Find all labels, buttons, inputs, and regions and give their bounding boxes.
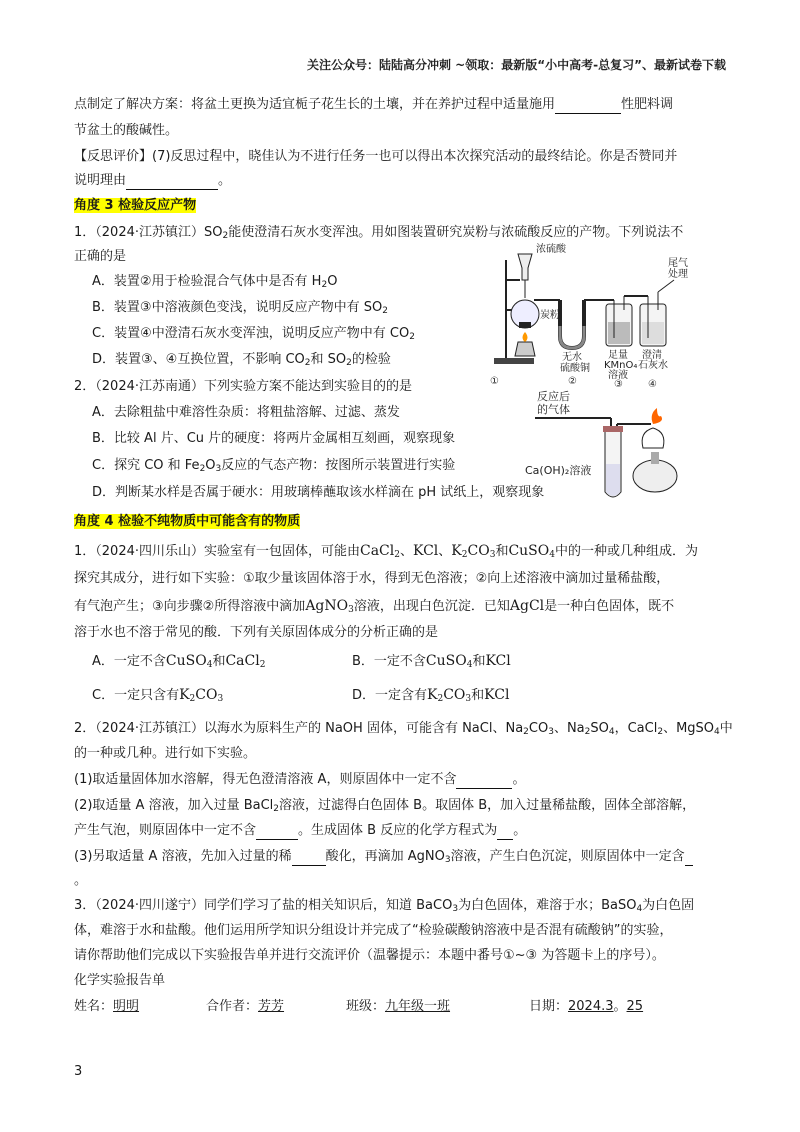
section-title-angle4: 角度 4 检验不纯物质中可能含有的物质	[74, 514, 301, 529]
label-lime-a: 澄清	[642, 350, 662, 361]
a3-q1-option-b[interactable]: B．装置③中溶液颜色变浅，说明反应产物中有 $SO_2$	[92, 300, 388, 316]
a3-q2-stem: 2．（2024·江苏南通）下列实验方案不能达到实验目的的是	[74, 379, 412, 394]
reflect-line-1: 【反思评价】(7)反思过程中，晓佳认为不进行任务一也可以得出本次探究活动的最终结论。你是否赞同并	[74, 149, 678, 164]
a3-q2-option-d[interactable]: D．判断某水样是否属于硬水：用玻璃棒蘸取该水样滴在 pH 试纸上，观察现象	[92, 485, 545, 500]
label-cuso4-b: 硫酸铜	[560, 363, 590, 374]
page-number: 3	[74, 1064, 83, 1079]
label-carbon: 炭粉	[540, 310, 560, 321]
answer-blank[interactable]	[126, 175, 218, 190]
header-note: 关注公众号：陆陆高分冲刺 ~领取：最新版“小中高考-总复习”、最新试卷下载	[307, 58, 726, 72]
burner	[515, 342, 535, 356]
co-apparatus-figure	[525, 388, 705, 504]
a4-q1-option-a[interactable]: A．一定不含CuSO$_4$和CaCl$_2$	[92, 653, 266, 670]
label-lime-b: 石灰水	[638, 360, 668, 371]
u-tube	[560, 300, 584, 348]
label-gas-2: 的气体	[537, 403, 570, 416]
intro-line-2: 节盆土的酸碱性。	[74, 123, 179, 138]
label-kmno4-b: KMnO₄	[604, 360, 638, 371]
a3-q1-stem-cont: 正确的是	[74, 249, 127, 264]
intro-line-1: 点制定了解决方案：将盆土更换为适宜栀子花生长的土壤，并在养护过程中适量施用 性肥料调	[74, 97, 674, 112]
a4-q1-line-2: 探究其成分，进行如下实验：①取少量该固体溶于水，得到无色溶液；②向上述溶液中滴加过量稀盐酸，	[74, 571, 670, 586]
section-title-angle3: 角度 3 检验反应产物	[74, 198, 197, 213]
answer-blank[interactable]	[497, 825, 513, 840]
answer-blank[interactable]	[256, 825, 298, 840]
a3-q1-option-a[interactable]: A．装置②用于检验混合气体中是否有 $H_2O$	[92, 274, 338, 290]
a4-q2-part-1: (1)取适量固体加水溶解，得无色澄清溶液 A，则原固体中一定不含 。	[74, 772, 526, 787]
a4-q3-line-4: 化学实验报告单	[74, 973, 166, 988]
a4-q2-part-3: (3)另取适量 A 溶液，先加入过量的稀 酸化，再滴加 AgNO$_3$溶液，产生白色沉淀，则原固体中一定含	[74, 848, 693, 866]
stopper	[603, 426, 623, 432]
label-n3: ③	[614, 379, 623, 388]
label-gas-1: 反应后	[537, 390, 570, 403]
report-class: 班级：九年级一班	[346, 999, 451, 1014]
a4-q2-part-3-end: 。	[74, 873, 88, 888]
label-tail-1: 尾气	[668, 258, 688, 269]
answer-blank[interactable]	[292, 851, 326, 866]
a4-q1-option-c[interactable]: C．一定只含有$K_2CO_3$	[92, 687, 224, 704]
a3-q2-option-c[interactable]: C．探究 CO 和 $Fe_2O_3$反应的气态产物：按图所示装置进行实验	[92, 458, 456, 474]
answer-blank[interactable]	[685, 851, 693, 866]
reflect-line-2: 说明理由 。	[74, 173, 232, 188]
label-kmno4-a: 足量	[608, 350, 628, 361]
a4-q1-line-4: 溶于水也不溶于常见的酸．下列有关原固体成分的分析正确的是	[74, 625, 439, 640]
label-n1: ①	[490, 376, 499, 387]
a4-q1-line-3: 有气泡产生；③向步骤②所得溶液中滴加AgNO$_3$溶液，出现白色沉淀．已知AgCl是一种白色固体，既不	[74, 598, 675, 615]
label-n4: ④	[648, 379, 657, 388]
label-n2: ②	[568, 376, 577, 387]
a3-q2-option-b[interactable]: B．比较 Al 片、Cu 片的硬度：将两片金属相互刻画，观察现象	[92, 431, 456, 446]
a3-q1-option-c[interactable]: C．装置④中澄清石灰水变浑浊，说明反应产物中有 $CO_2$	[92, 326, 415, 342]
report-date: 日期：2024.3。25	[529, 999, 644, 1014]
label-kmno4-c: 溶液	[608, 370, 628, 381]
a3-q2-option-a[interactable]: A．去除粗盐中难溶性杂质：将粗盐溶解、过滤、蒸发	[92, 405, 400, 420]
a4-q2-line-2: 的一种或几种。进行如下实验。	[74, 746, 257, 761]
report-partner: 合作者：芳芳	[206, 999, 285, 1014]
label-acid: 浓硫酸	[536, 244, 566, 255]
a4-q3-line-1: 3．（2024·四川遂宁）同学们学习了盐的相关知识后，知道 BaCO$_3$为白色固体，难溶于水；BaSO$_4$为白色固	[74, 898, 695, 914]
dropping-funnel	[518, 254, 532, 280]
answer-blank[interactable]	[456, 774, 512, 789]
a4-q1-option-b[interactable]: B．一定不含CuSO$_4$和KCl	[352, 653, 511, 670]
flame	[652, 408, 662, 424]
label-solution: Ca(OH)₂溶液	[525, 464, 592, 477]
label-tail-2: 处理	[668, 269, 688, 280]
a4-q1-line-1: 1．（2024·四川乐山）实验室有一包固体，可能由CaCl$_2$、KCl、$K_2CO_3$和CuSO$_4$中的一种或几种组成．为	[74, 543, 698, 560]
report-name: 姓名：明明	[74, 999, 140, 1014]
alcohol-lamp	[633, 460, 677, 492]
label-cuso4-a: 无水	[562, 352, 582, 363]
a4-q2-part-2-cont: 产生气泡，则原固体中一定不含 。生成固体 B 反应的化学方程式为 。	[74, 823, 527, 838]
a4-q3-line-3: 请你帮助他们完成以下实验报告单并进行交流评价（温馨提示：本题中番号①~③ 为答题卡上的序号）。	[74, 948, 665, 963]
a4-q2-line-1: 2．（2024·江苏镇江）以海水为原料生产的 NaOH 固体，可能含有 NaCl、$Na_2CO_3$、$Na_2SO_4$，CaCl$_2$、MgSO$_4$中	[74, 721, 733, 737]
a4-q3-line-2: 体，难溶于水和盐酸。他们运用所学知识分组设计并完成了“检验碳酸钠溶液中是否混有硫酸钠”的实验，	[74, 923, 673, 938]
apparatus-figure	[488, 240, 728, 388]
a4-q2-part-2: (2)取适量 A 溶液，加入过量 BaCl$_2$溶液，过滤得白色固体 B。取固体 B，加入过量稀盐酸，固体全部溶解，	[74, 798, 696, 814]
answer-blank[interactable]	[555, 99, 621, 114]
a3-q1-stem: 1．（2024·江苏镇江）$SO_2$能使澄清石灰水变浑浊。用如图装置研究炭粉与浓硫酸反应的产物。下列说法不	[74, 225, 684, 241]
stand-base	[494, 358, 534, 364]
a4-q1-option-d[interactable]: D．一定含有$K_2CO_3$和KCl	[352, 687, 510, 704]
a3-q1-option-d[interactable]: D．装置③、④互换位置，不影响 $CO_2$和 $SO_2$的检验	[92, 352, 391, 368]
